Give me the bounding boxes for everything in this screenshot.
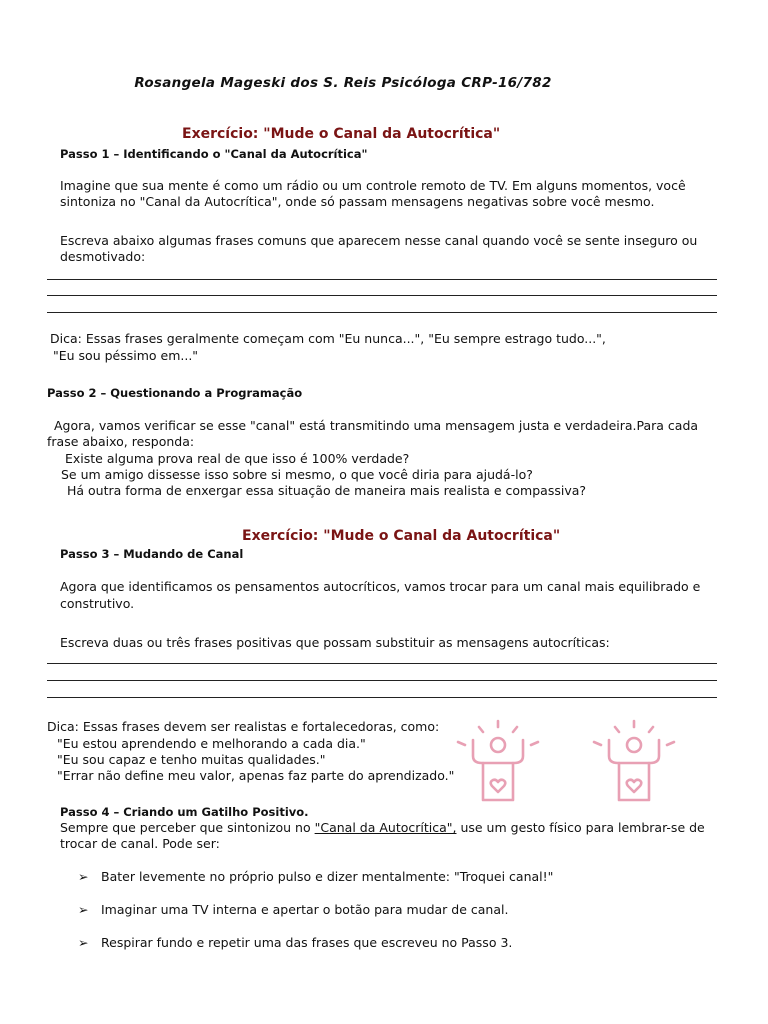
step1-answer-line[interactable]	[47, 312, 717, 313]
example-text: "Eu sou capaz e tenho muitas qualidades."	[57, 752, 326, 767]
example-text: "Errar não define meu valor, apenas faz parte do aprendizado."	[57, 768, 455, 783]
step4-title: Passo 4 – Criando um Gatilho Positivo.	[60, 805, 309, 819]
step2-intro-line2: frase abaixo, responda:	[47, 434, 195, 449]
step1-paragraph-line2: sintoniza no "Canal da Autocrítica", onde só passam mensagens negativas sobre você mesmo.	[60, 194, 655, 209]
list-item-text: Se um amigo dissesse isso sobre si mesmo, o que você diria para ajudá-lo?	[61, 467, 533, 482]
step3-answer-line[interactable]	[47, 697, 717, 698]
step1-tip-line2: "Eu sou péssimo em..."	[53, 348, 199, 363]
arrow-bullet-icon: ➢	[78, 869, 89, 884]
list-item-text: Respirar fundo e repetir uma das frases que escreveu no Passo 3.	[101, 935, 513, 950]
list-item-text: Imaginar uma TV interna e apertar o botão para mudar de canal.	[101, 902, 509, 917]
example-item	[47, 736, 366, 752]
list-item	[47, 467, 533, 483]
step1-answer-line[interactable]	[47, 279, 717, 280]
step3-title: Passo 3 – Mudando de Canal	[60, 547, 244, 561]
step4-paragraph-line1	[60, 820, 705, 836]
list-item-text: Bater levemente no próprio pulso e dizer mentalmente: "Troquei canal!"	[101, 869, 554, 884]
list-item	[78, 869, 553, 885]
step3-instruction: Escreva duas ou três frases positivas que possam substituir as mensagens autocríticas:	[60, 635, 610, 650]
step1-answer-line[interactable]	[47, 295, 717, 296]
step1-title: Passo 1 – Identificando o "Canal da Autocrítica"	[60, 147, 368, 161]
step4-text: Sempre que perceber que sintonizou no	[60, 820, 315, 835]
step1-tip-line1: Dica: Essas frases geralmente começam com "Eu nunca...", "Eu sempre estrago tudo...",	[50, 331, 606, 346]
list-item	[78, 935, 512, 951]
example-item	[47, 752, 326, 768]
list-item-text: Existe alguma prova real de que isso é 100% verdade?	[65, 451, 410, 466]
exercise-title: Exercício: "Mude o Canal da Autocrítica"	[182, 126, 501, 142]
step3-tip: Dica: Essas frases devem ser realistas e fortalecedoras, como:	[47, 719, 440, 734]
step1-instruction-line1: Escreva abaixo algumas frases comuns que aparecem nesse canal quando você se sente inseguro ou	[60, 233, 698, 248]
list-item	[47, 483, 586, 499]
list-item	[78, 902, 508, 918]
step3-answer-line[interactable]	[47, 680, 717, 681]
arrow-bullet-icon: ➢	[78, 935, 89, 950]
document-author-header: Rosangela Mageski dos S. Reis Psicóloga CRP-16/782	[134, 75, 552, 91]
step2-title: Passo 2 – Questionando a Programação	[47, 386, 303, 400]
step4-paragraph-line2: trocar de canal. Pode ser:	[60, 836, 220, 851]
step2-intro-line1: Agora, vamos verificar se esse "canal" está transmitindo uma mensagem justa e verdadeira.Para cada	[54, 418, 699, 433]
step4-text: use um gesto físico para lembrar-se de	[456, 820, 705, 835]
list-item-text: Há outra forma de enxergar essa situação de maneira mais realista e compassiva?	[67, 483, 587, 498]
step3-paragraph-line2: construtivo.	[60, 596, 135, 611]
celebrating-person-icon	[452, 718, 544, 804]
canal-autocritica-link[interactable]: "Canal da Autocrítica",	[314, 820, 457, 835]
exercise-title: Exercício: "Mude o Canal da Autocrítica"	[242, 528, 561, 544]
step1-paragraph-line1: Imagine que sua mente é como um rádio ou um controle remoto de TV. Em alguns momentos, você	[60, 178, 686, 193]
example-text: "Eu estou aprendendo e melhorando a cada dia."	[57, 736, 366, 751]
celebrating-person-icon	[588, 718, 680, 804]
step3-paragraph-line1: Agora que identificamos os pensamentos autocríticos, vamos trocar para um canal mais equilibrado e	[60, 579, 701, 594]
list-item	[47, 451, 409, 467]
step1-instruction-line2: desmotivado:	[60, 249, 146, 264]
example-item	[47, 768, 454, 784]
arrow-bullet-icon: ➢	[78, 902, 89, 917]
step3-answer-line[interactable]	[47, 663, 717, 664]
